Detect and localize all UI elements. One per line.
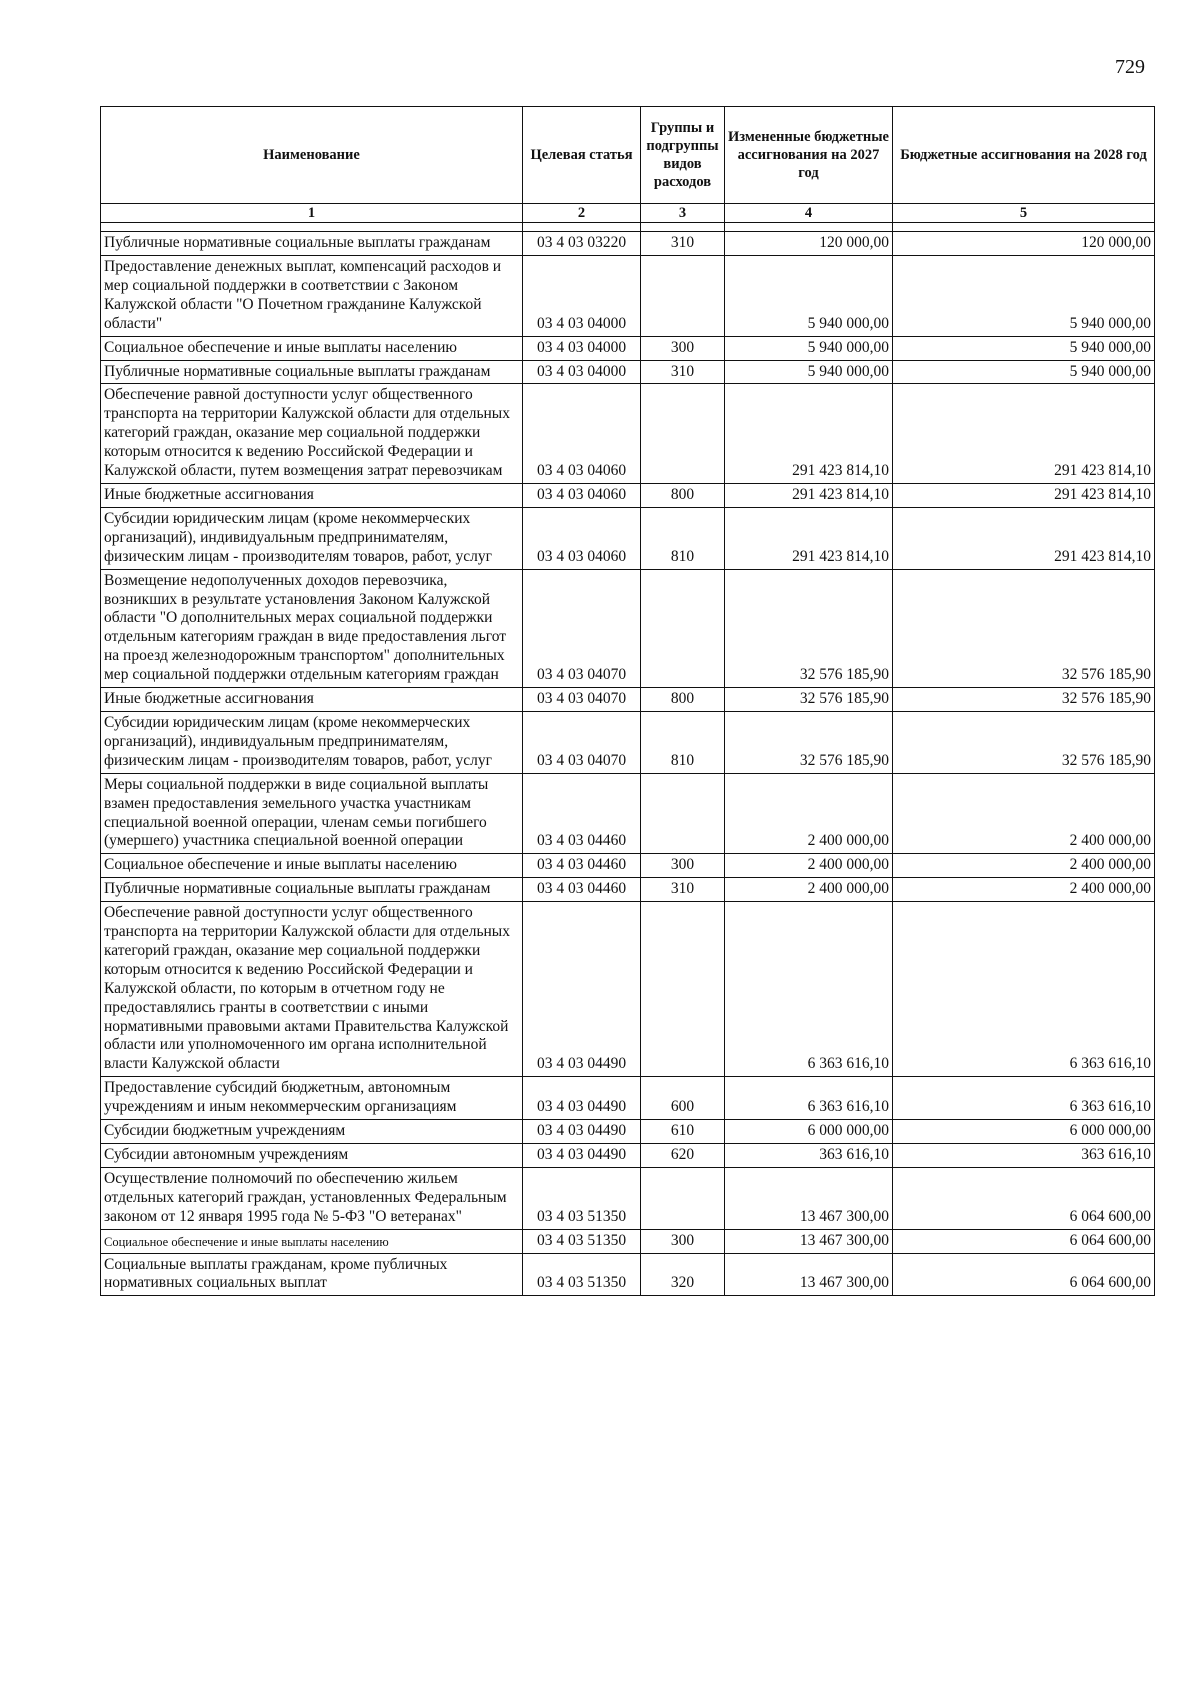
- row-amount-2028: 2 400 000,00: [893, 854, 1155, 878]
- table-row: [101, 854, 1155, 878]
- row-amount-2027: 120 000,00: [725, 232, 893, 256]
- column-header-name: Наименование: [101, 107, 523, 204]
- row-amount-2027: 13 467 300,00: [725, 1253, 893, 1296]
- row-amount-2028: 363 616,10: [893, 1144, 1155, 1168]
- row-name: Публичные нормативные социальные выплаты гражданам: [101, 878, 523, 902]
- table-row: [101, 773, 1155, 854]
- row-target-code: 03 4 03 04460: [523, 854, 641, 878]
- row-amount-2028: 5 940 000,00: [893, 360, 1155, 384]
- row-group: 310: [641, 232, 725, 256]
- row-amount-2027: 2 400 000,00: [725, 854, 893, 878]
- table-row: [101, 384, 1155, 484]
- column-number: 5: [893, 204, 1155, 223]
- row-name: Обеспечение равной доступности услуг общественного транспорта на территории Калужской области для отдельных категорий граждан, оказание мер социальной поддержки которым относится к ведению Российской Федерации и Калужской области, по которым в отчетном году не предоставлялись гранты в соответствии с иными нормативными правовыми актами Правительства Калужской области или уполномоченного им органа исполнительной власти Калужской области: [101, 902, 523, 1077]
- row-target-code: 03 4 03 04000: [523, 360, 641, 384]
- row-name: Возмещение недополученных доходов перевозчика, возникших в результате установления Законом Калужской области "О дополнительных мерах социальной поддержки отдельным категориям граждан в виде предоставления льгот на проезд железнодорожным транспортом" дополнительных мер социальной поддержки отдельным категориям граждан: [101, 569, 523, 687]
- row-amount-2027: 5 940 000,00: [725, 256, 893, 337]
- row-amount-2028: 6 064 600,00: [893, 1253, 1155, 1296]
- row-amount-2027: 5 940 000,00: [725, 360, 893, 384]
- row-name: Социальные выплаты гражданам, кроме публичных нормативных социальных выплат: [101, 1253, 523, 1296]
- column-number: 2: [523, 204, 641, 223]
- row-name: Субсидии автономным учреждениям: [101, 1144, 523, 1168]
- table-row: [101, 1229, 1155, 1253]
- row-amount-2027: 291 423 814,10: [725, 507, 893, 569]
- row-group: 810: [641, 507, 725, 569]
- row-amount-2027: 32 576 185,90: [725, 711, 893, 773]
- row-amount-2027: 6 000 000,00: [725, 1120, 893, 1144]
- table-row: [101, 569, 1155, 687]
- table-row: [101, 1077, 1155, 1120]
- row-name: Социальное обеспечение и иные выплаты населению: [101, 336, 523, 360]
- row-amount-2027: 13 467 300,00: [725, 1229, 893, 1253]
- row-target-code: 03 4 03 51350: [523, 1253, 641, 1296]
- row-amount-2028: 2 400 000,00: [893, 878, 1155, 902]
- row-amount-2028: 291 423 814,10: [893, 507, 1155, 569]
- table-row: [101, 1253, 1155, 1296]
- row-name: Социальное обеспечение и иные выплаты населению: [101, 854, 523, 878]
- row-target-code: 03 4 03 04060: [523, 384, 641, 484]
- table-row: [101, 1167, 1155, 1229]
- row-group: 310: [641, 360, 725, 384]
- column-number: 3: [641, 204, 725, 223]
- row-amount-2027: 6 363 616,10: [725, 902, 893, 1077]
- table-row: [101, 484, 1155, 508]
- row-amount-2028: 6 363 616,10: [893, 1077, 1155, 1120]
- row-amount-2028: 120 000,00: [893, 232, 1155, 256]
- row-target-code: 03 4 03 04490: [523, 1144, 641, 1168]
- row-name: Социальное обеспечение и иные выплаты населению: [101, 1229, 523, 1253]
- table-row: [101, 1120, 1155, 1144]
- row-target-code: 03 4 03 04460: [523, 773, 641, 854]
- row-group: [641, 569, 725, 687]
- page-number: 729: [1115, 56, 1145, 78]
- row-name: Предоставление денежных выплат, компенсаций расходов и мер социальной поддержки в соответствии с Законом Калужской области "О Почетном гражданине Калужской области": [101, 256, 523, 337]
- table-row: [101, 688, 1155, 712]
- column-header-target: Целевая статья: [523, 107, 641, 204]
- row-amount-2027: 6 363 616,10: [725, 1077, 893, 1120]
- row-amount-2027: 2 400 000,00: [725, 773, 893, 854]
- column-number: 4: [725, 204, 893, 223]
- row-amount-2028: 2 400 000,00: [893, 773, 1155, 854]
- row-target-code: 03 4 03 04070: [523, 569, 641, 687]
- row-group: 800: [641, 688, 725, 712]
- table-header-row: [101, 107, 1155, 204]
- row-group: 300: [641, 336, 725, 360]
- row-name: Публичные нормативные социальные выплаты гражданам: [101, 232, 523, 256]
- header-spacer-row: [101, 223, 1155, 232]
- row-amount-2027: 32 576 185,90: [725, 688, 893, 712]
- row-group: 310: [641, 878, 725, 902]
- row-amount-2028: 6 000 000,00: [893, 1120, 1155, 1144]
- table-row: [101, 336, 1155, 360]
- table-row: [101, 1144, 1155, 1168]
- row-amount-2028: 291 423 814,10: [893, 384, 1155, 484]
- row-amount-2028: 5 940 000,00: [893, 256, 1155, 337]
- row-name: Субсидии юридическим лицам (кроме некоммерческих организаций), индивидуальным предпринимателям, физическим лицам - производителям товаров, работ, услуг: [101, 507, 523, 569]
- row-name: Предоставление субсидий бюджетным, автономным учреждениям и иным некоммерческим организациям: [101, 1077, 523, 1120]
- row-group: 300: [641, 854, 725, 878]
- row-target-code: 03 4 03 51350: [523, 1167, 641, 1229]
- row-amount-2027: 32 576 185,90: [725, 569, 893, 687]
- row-name: Публичные нормативные социальные выплаты гражданам: [101, 360, 523, 384]
- row-group: [641, 256, 725, 337]
- table-row: [101, 507, 1155, 569]
- row-amount-2027: 13 467 300,00: [725, 1167, 893, 1229]
- row-target-code: 03 4 03 04490: [523, 902, 641, 1077]
- row-target-code: 03 4 03 04460: [523, 878, 641, 902]
- column-header-budget-2028: Бюджетные ассигнования на 2028 год: [893, 107, 1155, 204]
- table-row: [101, 360, 1155, 384]
- row-group: [641, 1167, 725, 1229]
- row-name: Субсидии юридическим лицам (кроме некоммерческих организаций), индивидуальным предпринимателям, физическим лицам - производителям товаров, работ, услуг: [101, 711, 523, 773]
- column-numbers-row: [101, 204, 1155, 223]
- row-amount-2028: 6 064 600,00: [893, 1167, 1155, 1229]
- row-group: [641, 773, 725, 854]
- row-amount-2028: 5 940 000,00: [893, 336, 1155, 360]
- row-amount-2027: 2 400 000,00: [725, 878, 893, 902]
- row-group: 600: [641, 1077, 725, 1120]
- row-target-code: 03 4 03 51350: [523, 1229, 641, 1253]
- row-target-code: 03 4 03 04070: [523, 711, 641, 773]
- row-group: 300: [641, 1229, 725, 1253]
- row-amount-2027: 363 616,10: [725, 1144, 893, 1168]
- row-group: 810: [641, 711, 725, 773]
- row-amount-2027: 5 940 000,00: [725, 336, 893, 360]
- column-number: 1: [101, 204, 523, 223]
- table-row: [101, 902, 1155, 1077]
- table-row: [101, 878, 1155, 902]
- row-group: 620: [641, 1144, 725, 1168]
- table-row: [101, 256, 1155, 337]
- table-row: [101, 232, 1155, 256]
- row-name: Иные бюджетные ассигнования: [101, 688, 523, 712]
- column-header-groups: Группы и подгруппы видов расходов: [641, 107, 725, 204]
- row-amount-2028: 291 423 814,10: [893, 484, 1155, 508]
- row-target-code: 03 4 03 04490: [523, 1120, 641, 1144]
- table-row: [101, 711, 1155, 773]
- column-header-changed-2027: Измененные бюджетные ассигнования на 2027 год: [725, 107, 893, 204]
- row-target-code: 03 4 03 04000: [523, 336, 641, 360]
- row-name: Обеспечение равной доступности услуг общественного транспорта на территории Калужской области для отдельных категорий граждан, оказание мер социальной поддержки которым относится к ведению Российской Федерации и Калужской области, путем возмещения затрат перевозчикам: [101, 384, 523, 484]
- row-amount-2028: 32 576 185,90: [893, 688, 1155, 712]
- row-amount-2028: 6 064 600,00: [893, 1229, 1155, 1253]
- row-amount-2028: 32 576 185,90: [893, 711, 1155, 773]
- row-name: Иные бюджетные ассигнования: [101, 484, 523, 508]
- row-name: Субсидии бюджетным учреждениям: [101, 1120, 523, 1144]
- row-group: 320: [641, 1253, 725, 1296]
- row-target-code: 03 4 03 04060: [523, 484, 641, 508]
- row-group: 610: [641, 1120, 725, 1144]
- budget-table: [100, 106, 1155, 1296]
- row-target-code: 03 4 03 04060: [523, 507, 641, 569]
- row-amount-2028: 6 363 616,10: [893, 902, 1155, 1077]
- row-target-code: 03 4 03 04490: [523, 1077, 641, 1120]
- row-target-code: 03 4 03 04000: [523, 256, 641, 337]
- row-amount-2027: 291 423 814,10: [725, 384, 893, 484]
- row-name: Меры социальной поддержки в виде социальной выплаты взамен предоставления земельного участка участникам специальной военной операции, членам семьи погибшего (умершего) участника специальной военной операции: [101, 773, 523, 854]
- row-group: [641, 902, 725, 1077]
- row-amount-2028: 32 576 185,90: [893, 569, 1155, 687]
- row-name: Осуществление полномочий по обеспечению жильем отдельных категорий граждан, установленных Федеральным законом от 12 января 1995 года № 5-ФЗ "О ветеранах": [101, 1167, 523, 1229]
- row-target-code: 03 4 03 04070: [523, 688, 641, 712]
- row-target-code: 03 4 03 03220: [523, 232, 641, 256]
- row-group: 800: [641, 484, 725, 508]
- row-group: [641, 384, 725, 484]
- row-amount-2027: 291 423 814,10: [725, 484, 893, 508]
